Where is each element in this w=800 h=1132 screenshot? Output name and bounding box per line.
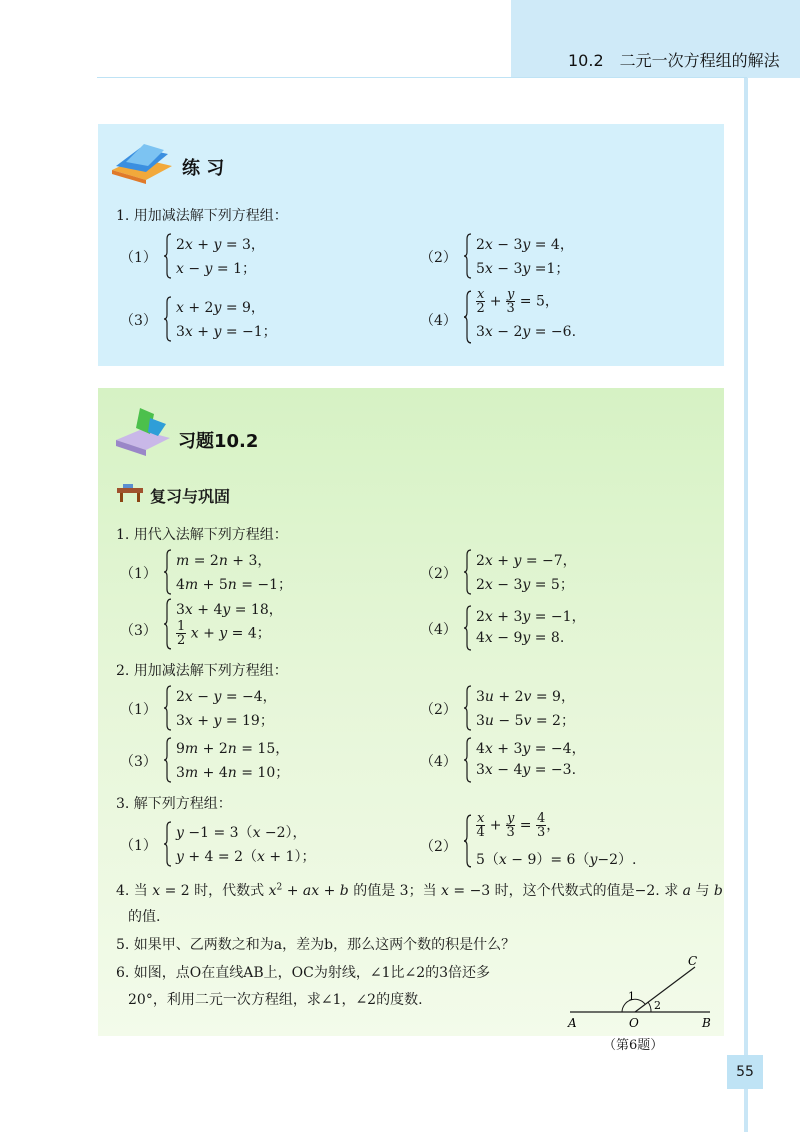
exercise-q4-line2: 的值. <box>128 909 161 925</box>
exercise-q3-system-2: （2） $\frac{x}{4}$ + $\frac{y}{3}$ = $\frac{4}{3}$ ， 5（x − 9）= 6（y−2）. <box>420 811 637 868</box>
page-edge-bar <box>744 78 748 1132</box>
figure-caption: （第6题） <box>603 1038 664 1053</box>
exercise-q1-system-2: （2） 2x + y = −7， 2x − 3y = 5； <box>420 549 680 597</box>
item-label: （4） <box>420 754 457 770</box>
exercise-q2-system-3: （3） 9m + 2n = 15， 3m + 4n = 10； <box>120 737 380 785</box>
item-label: （3） <box>120 754 157 770</box>
practice-system-3: （3） x + 2y = 9， 3x + y = −1； <box>120 296 380 344</box>
label-o: O <box>629 1016 639 1030</box>
exercise-q3-text: 3. 解下列方程组： <box>116 796 232 812</box>
practice-system-2: （2） 2x − 3y = 4， 5x − 3y =1； <box>420 233 680 281</box>
ray-oc <box>635 967 695 1012</box>
header-divider <box>97 77 747 78</box>
exercise-q2-system-4: （4） 4x + 3y = −4， 3x − 4y = −3. <box>420 737 680 785</box>
item-label: （3） <box>120 313 157 329</box>
item-label: （1） <box>120 566 157 582</box>
book-icon <box>108 140 176 188</box>
item-label: （2） <box>420 250 457 266</box>
label-c: C <box>688 955 698 968</box>
exercise-q3-system-1: （1） y −1 = 3（x −2）， y + 4 = 2（x + 1）； <box>120 821 420 869</box>
angle-figure <box>560 955 720 1035</box>
label-a: A <box>568 1016 577 1030</box>
label-angle-1: 1 <box>628 990 635 1003</box>
chapter-title: 10.2 二元一次方程组的解法 <box>568 51 780 70</box>
item-label: （2） <box>420 566 457 582</box>
exercise-q4-line1: 4. 当 x = 2 时，代数式 $x^2$ + ax + b 的值是 3；当 x = −3 时，这个代数式的值是−2. 求 a 与 b <box>116 882 723 899</box>
exercise-q5-text: 5. 如果甲、乙两数之和为a，差为b，那么这两个数的积是什么？ <box>116 937 516 953</box>
item-label: （4） <box>420 622 457 638</box>
page-number: 55 <box>727 1055 763 1089</box>
item-label: （3） <box>120 623 157 639</box>
exercise-q2-system-2: （2） 3u + 2v = 9， 3u − 5v = 2； <box>420 685 680 733</box>
exercise-q1-system-3: （3） 3x + 4y = 18， $\frac{1}{2}$ x + y = 4； <box>120 598 380 652</box>
item-label: （1） <box>120 838 157 854</box>
practice-title: 练 习 <box>182 158 225 179</box>
angle-2-arc <box>648 1002 651 1012</box>
desk-icon <box>115 482 145 504</box>
notebook-icon <box>110 404 176 460</box>
exercise-q6-line1: 6. 如图，点O在直线AB上，OC为射线，∠1比∠2的3倍还多 <box>116 965 491 981</box>
item-label: （1） <box>120 702 157 718</box>
exercise-q1-system-4: （4） 2x + 3y = −1， 4x − 9y = 8. <box>420 605 680 653</box>
subsection-title: 复习与巩固 <box>150 487 231 506</box>
exercise-q1-text: 1. 用代入法解下列方程组： <box>116 527 288 543</box>
exercise-title: 习题10.2 <box>178 431 259 452</box>
exercise-q2-text: 2. 用加减法解下列方程组： <box>116 663 288 679</box>
item-label: （2） <box>420 702 457 718</box>
item-label: （2） <box>420 839 457 855</box>
label-b: B <box>702 1016 711 1030</box>
exercise-q1-system-1: （1） m = 2n + 3， 4m + 5n = −1； <box>120 549 380 597</box>
label-angle-2: 2 <box>654 999 661 1012</box>
exercise-q2-system-1: （1） 2x − y = −4， 3x + y = 19； <box>120 685 380 733</box>
practice-q1-text: 1. 用加减法解下列方程组： <box>116 208 288 224</box>
item-label: （1） <box>120 250 157 266</box>
practice-system-1: （1） 2x + y = 3， x − y = 1； <box>120 233 380 281</box>
practice-system-4: （4） $\frac{x}{2}$ + $\frac{y}{3}$ = 5， 3x − 2y = −6. <box>420 290 680 346</box>
exercise-q6-line2: 20°，利用二元一次方程组，求∠1，∠2的度数. <box>128 992 423 1008</box>
item-label: （4） <box>420 313 457 329</box>
